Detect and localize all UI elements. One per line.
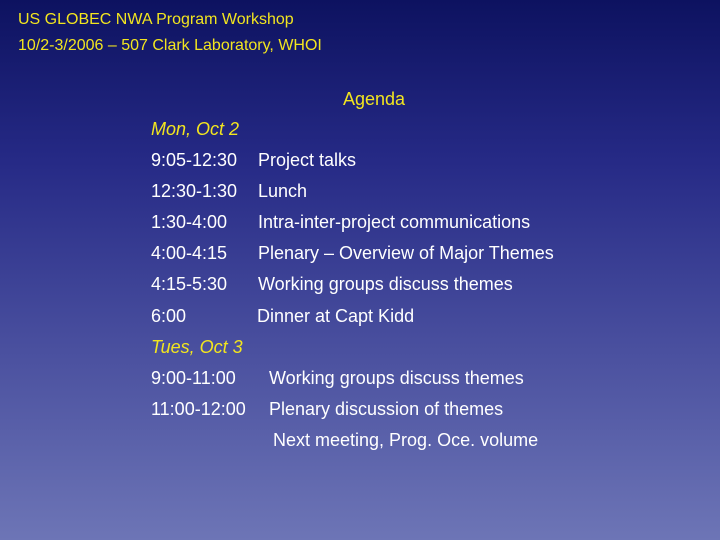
agenda-item-description: Plenary – Overview of Major Themes — [258, 243, 554, 263]
agenda-item-description: Working groups discuss themes — [258, 274, 513, 294]
agenda-item-time: 11:00-12:00 — [151, 399, 246, 419]
agenda-item-time: 9:00-11:00 — [151, 368, 236, 388]
agenda-item-time: 4:15-5:30 — [151, 274, 228, 294]
workshop-date-location: 10/2-3/2006 – 507 Clark Laboratory, WHOI — [18, 37, 322, 54]
agenda-item-description: Next meeting, Prog. Oce. volume — [273, 430, 539, 450]
agenda-item-description: Plenary discussion of themes — [269, 399, 504, 419]
agenda-item-description: Dinner at Capt Kidd — [257, 306, 415, 326]
agenda-item-time: 9:05-12:30 — [151, 150, 238, 170]
agenda-item-time: 6:00 — [151, 306, 187, 326]
day-label-tuesday: Tues, Oct 3 — [151, 337, 243, 357]
agenda-item-description: Working groups discuss themes — [269, 368, 524, 388]
agenda-item-description: Project talks — [258, 150, 357, 170]
agenda-item-description: Intra-inter-project communications — [258, 212, 531, 232]
agenda-item-time: 1:30-4:00 — [151, 212, 228, 232]
agenda-item-time: 4:00-4:15 — [151, 243, 228, 263]
workshop-title: US GLOBEC NWA Program Workshop — [18, 11, 294, 28]
agenda-item-time: 12:30-1:30 — [151, 181, 238, 201]
agenda-heading: Agenda — [343, 89, 406, 109]
day-label-monday: Mon, Oct 2 — [151, 119, 240, 139]
agenda-item-description: Lunch — [258, 181, 308, 201]
